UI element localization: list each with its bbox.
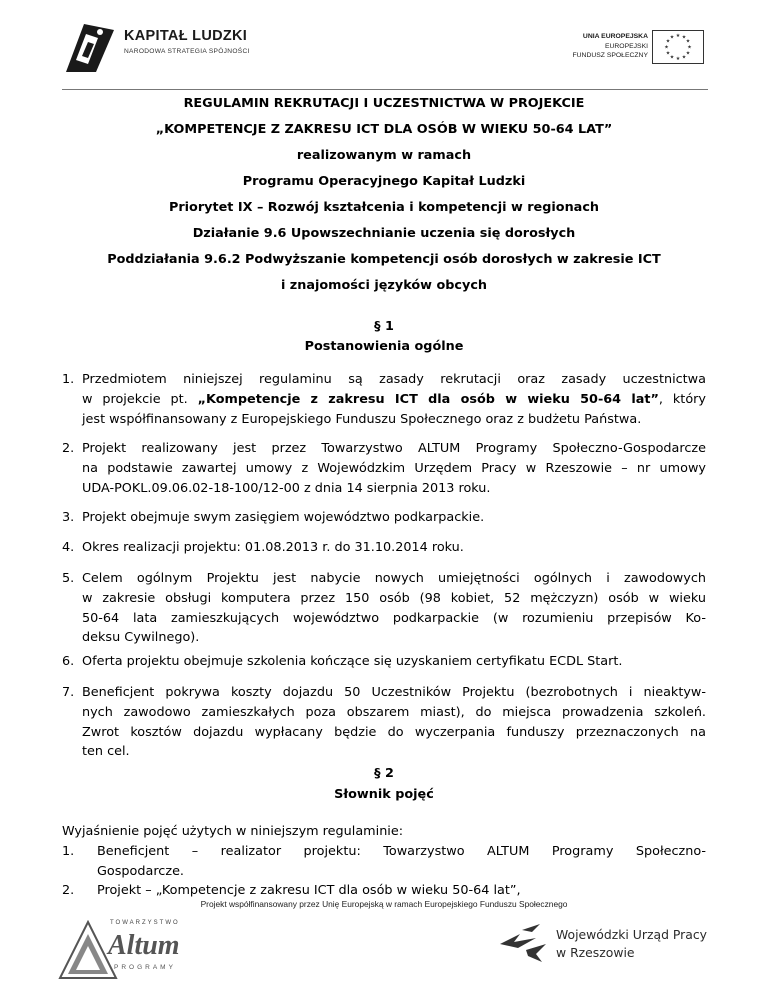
wup-line-2: w Rzeszowie — [556, 945, 635, 960]
definitions — [62, 822, 706, 901]
svg-text:★: ★ — [685, 50, 691, 57]
item-line: Beneficjent – realizator projektu: Towarzystwo ALTUM Programy Społeczno- — [97, 843, 706, 859]
kapital-ludzki-emblem-icon — [62, 20, 118, 76]
svg-text:★: ★ — [687, 44, 692, 51]
item-line: Projekt realizowany jest przez Towarzystwo ALTUM Programy Społeczno-Gospodarcze — [82, 441, 706, 456]
item-line: deksu Cywilnego). — [82, 630, 200, 646]
item-line: Okres realizacji projektu: 01.08.2013 r. do 31.10.2014 roku. — [82, 540, 464, 555]
eu-line-2: EUROPEJSKI — [604, 42, 648, 50]
item-number: 3. — [62, 510, 75, 525]
title-line-2: „KOMPETENCJE Z ZAKRESU ICT DLA OSÓB W WIEKU 50-64 LAT” — [155, 122, 613, 137]
project-name-bold: „Kompetencje z zakresu ICT dla osób w wieku 50-64 lat” — [197, 391, 659, 407]
eu-logo — [556, 30, 706, 64]
title-line-5: Priorytet IX – Rozwój kształcenia i kompetencji w regionach — [168, 200, 600, 215]
item-text: , który — [658, 391, 706, 407]
item-number: 2. — [62, 883, 75, 899]
wup-birds-icon — [496, 922, 552, 968]
item-number: 4. — [62, 540, 75, 555]
svg-text:★: ★ — [665, 50, 671, 57]
svg-text:★: ★ — [675, 56, 681, 62]
item-number: 6. — [62, 654, 75, 669]
item-line: Zwrot kosztów dojazdu wypłacany będzie do wyczerpania funduszy przeznaczonych na — [82, 724, 706, 740]
list-item — [62, 652, 706, 672]
footer-cofinancing-note: Projekt współfinansowany przez Unię Europejską w ramach Europejskiego Funduszu Społecznego — [200, 899, 568, 909]
item-number: 1. — [62, 372, 75, 387]
title-line-6: Działanie 9.6 Upowszechnianie uczenia się dorosłych — [192, 226, 576, 241]
title-line-4: Programu Operacyjnego Kapitał Ludzki — [242, 174, 526, 189]
item-text: w projekcie pt. — [82, 391, 198, 407]
list-item — [62, 569, 706, 648]
eu-line-1: UNIA EUROPEJSKA — [582, 33, 648, 40]
item-line: na podstawie zawartej umowy z Wojewódzkim Urzędem Pracy w Rzeszowie – nr umowy — [82, 460, 706, 476]
list-item — [62, 370, 706, 429]
item-line: w zakresie obsługi komputera przez 150 osób (98 kobiet, 52 mężczyzn) osób w wieku — [82, 590, 706, 606]
eu-line-3: FUNDUSZ SPOŁECZNY — [572, 52, 648, 59]
title-line-3: realizowanym w ramach — [296, 148, 472, 163]
kapital-ludzki-logo — [62, 20, 252, 76]
section-2-heading: Słownik pojęć — [334, 787, 434, 802]
altum-name: Altum — [108, 930, 180, 961]
kapital-ludzki-title: KAPITAŁ LUDZKI — [124, 28, 248, 44]
list-item — [62, 538, 706, 558]
wup-logo — [496, 920, 716, 976]
list-item — [62, 439, 706, 498]
title-line-7: Poddziałania 9.6.2 Podwyższanie kompetencji osób dorosłych w zakresie ICT — [107, 252, 661, 267]
item-line: nych zawodowo zamieszkałych poza obszarem miast), do miejsca prowadzenia szkoleń. — [82, 704, 706, 720]
svg-text:★: ★ — [669, 54, 675, 61]
item-line: Gospodarcze. — [97, 863, 185, 879]
item-line: Przedmiotem niniejszej regulaminu są zasady rekrutacji oraz zasady uczestnictwa — [82, 372, 706, 387]
item-number: 7. — [62, 685, 75, 700]
item-line: Projekt obejmuje swym zasięgiem województwo podkarpackie. — [82, 510, 485, 525]
item-line: Projekt – „Kompetencje z zakresu ICT dla osób w wieku 50-64 lat”, — [97, 883, 521, 899]
item-number: 5. — [62, 571, 75, 586]
section-1-number: § 1 — [374, 319, 394, 334]
item-line: 50-64 lata zamieszkujących województwo podkarpackie (w rozumieniu przepisów Ko- — [82, 610, 706, 626]
item-line: Beneficjent pokrywa koszty dojazdu 50 Uczestników Projektu (bezrobotnych i nieaktyw- — [82, 685, 706, 700]
wup-line-1: Wojewódzki Urząd Pracy — [556, 927, 707, 942]
item-number: 1. — [62, 843, 75, 859]
item-line: Celem ogólnym Projektu jest nabycie nowych umiejętności ogólnych i zawodowych — [82, 571, 706, 586]
item-line: ten cel. — [82, 744, 130, 760]
altum-logo — [58, 918, 198, 984]
item-line: UDA-POKL.09.06.02-18-100/12-00 z dnia 14 sierpnia 2013 roku. — [82, 480, 491, 496]
svg-text:★: ★ — [685, 38, 691, 45]
altum-top-text: TOWARZYSTWO — [110, 920, 180, 926]
definitions-intro: Wyjaśnienie pojęć użytych w niniejszym regulaminie: — [62, 824, 404, 839]
header-divider — [62, 89, 708, 90]
list-item — [62, 683, 706, 762]
svg-text:★: ★ — [681, 34, 687, 41]
svg-text:★: ★ — [681, 54, 687, 61]
svg-text:★: ★ — [664, 44, 669, 51]
list-item — [62, 508, 706, 528]
item-line: jest współfinansowany z Europejskiego Funduszu Społecznego oraz z budżetu Państwa. — [82, 411, 642, 427]
title-line-8: i znajomości języków obcych — [280, 278, 488, 293]
altum-sub-text: PROGRAMY — [114, 964, 176, 971]
section-1-heading: Postanowienia ogólne — [304, 339, 464, 354]
item-line — [82, 390, 706, 410]
svg-text:★: ★ — [665, 38, 671, 45]
title-line-1: REGULAMIN REKRUTACJI I UCZESTNICTWA W PROJEKCIE — [183, 96, 585, 111]
svg-text:★: ★ — [669, 34, 675, 41]
eu-flag-icon — [652, 30, 704, 64]
list-item — [62, 842, 706, 882]
svg-text:★: ★ — [675, 33, 681, 39]
item-line: Oferta projektu obejmuje szkolenia kończące się uzyskaniem certyfikatu ECDL Start. — [82, 654, 623, 669]
item-number: 2. — [62, 441, 75, 456]
section-2-number: § 2 — [374, 766, 394, 781]
kapital-ludzki-subtitle: NARODOWA STRATEGIA SPÓJNOŚCI — [124, 48, 250, 55]
